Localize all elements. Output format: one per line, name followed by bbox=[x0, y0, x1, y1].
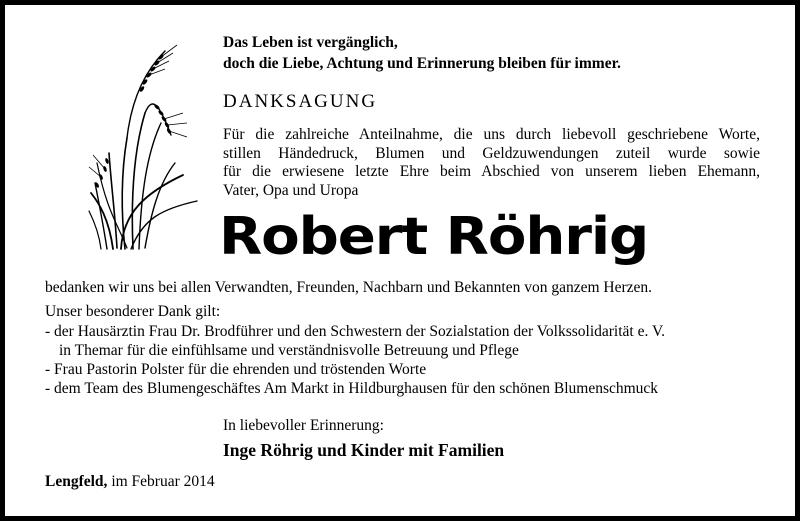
closing-phrase: In liebevoller Erinnerung: bbox=[223, 417, 384, 434]
place: Lengfeld, bbox=[45, 473, 108, 490]
motto-line-1: Das Leben ist vergänglich, bbox=[223, 34, 398, 51]
place-date-line bbox=[45, 472, 215, 492]
special-thanks-header: Unser besonderer Dank gilt: bbox=[45, 303, 221, 320]
signers: Inge Röhrig und Kinder mit Familien bbox=[223, 440, 505, 460]
deceased-name: Robert Röhrig bbox=[219, 207, 649, 267]
special-thanks-item: - dem Team des Blumengeschäftes Am Markt in Hildburghausen für den schönen Blumenschmuck bbox=[45, 380, 659, 397]
heading: DANKSAGUNG bbox=[223, 91, 378, 112]
intro-line-1: Für die zahlreiche Anteilnahme, die uns durch liebevoll geschriebene Worte, bbox=[223, 126, 760, 143]
special-thanks-item: - der Hausärztin Frau Dr. Brodführer und den Schwestern der Sozialstation der Volkssolidarität e. V. bbox=[45, 323, 666, 340]
intro-line-2: stillen Händedruck, Blumen und Geldzuwendungen zuteil wurde sowie bbox=[223, 144, 760, 162]
special-thanks-item: - Frau Pastorin Polster für die ehrenden und tröstenden Worte bbox=[45, 361, 427, 378]
intro-paragraph bbox=[223, 126, 760, 200]
wheat-icon bbox=[87, 43, 205, 255]
motto bbox=[223, 32, 621, 74]
thanks-line: bedanken wir uns bei allen Verwandten, Freunden, Nachbarn und Bekannten von ganzem Herzen. bbox=[45, 279, 653, 296]
special-thanks-item-continuation: in Themar für die einfühlsame und verständnisvolle Betreuung und Pflege bbox=[59, 342, 519, 359]
intro-line-3: für die erwiesene letzte Ehre beim Abschied von unserem lieben Ehemann, bbox=[223, 163, 760, 180]
intro-line-4: Vater, Opa und Uropa bbox=[223, 181, 359, 199]
date: im Februar 2014 bbox=[111, 473, 215, 490]
special-thanks-list bbox=[45, 322, 665, 398]
motto-line-2: doch die Liebe, Achtung und Erinnerung bleiben für immer. bbox=[223, 55, 621, 72]
